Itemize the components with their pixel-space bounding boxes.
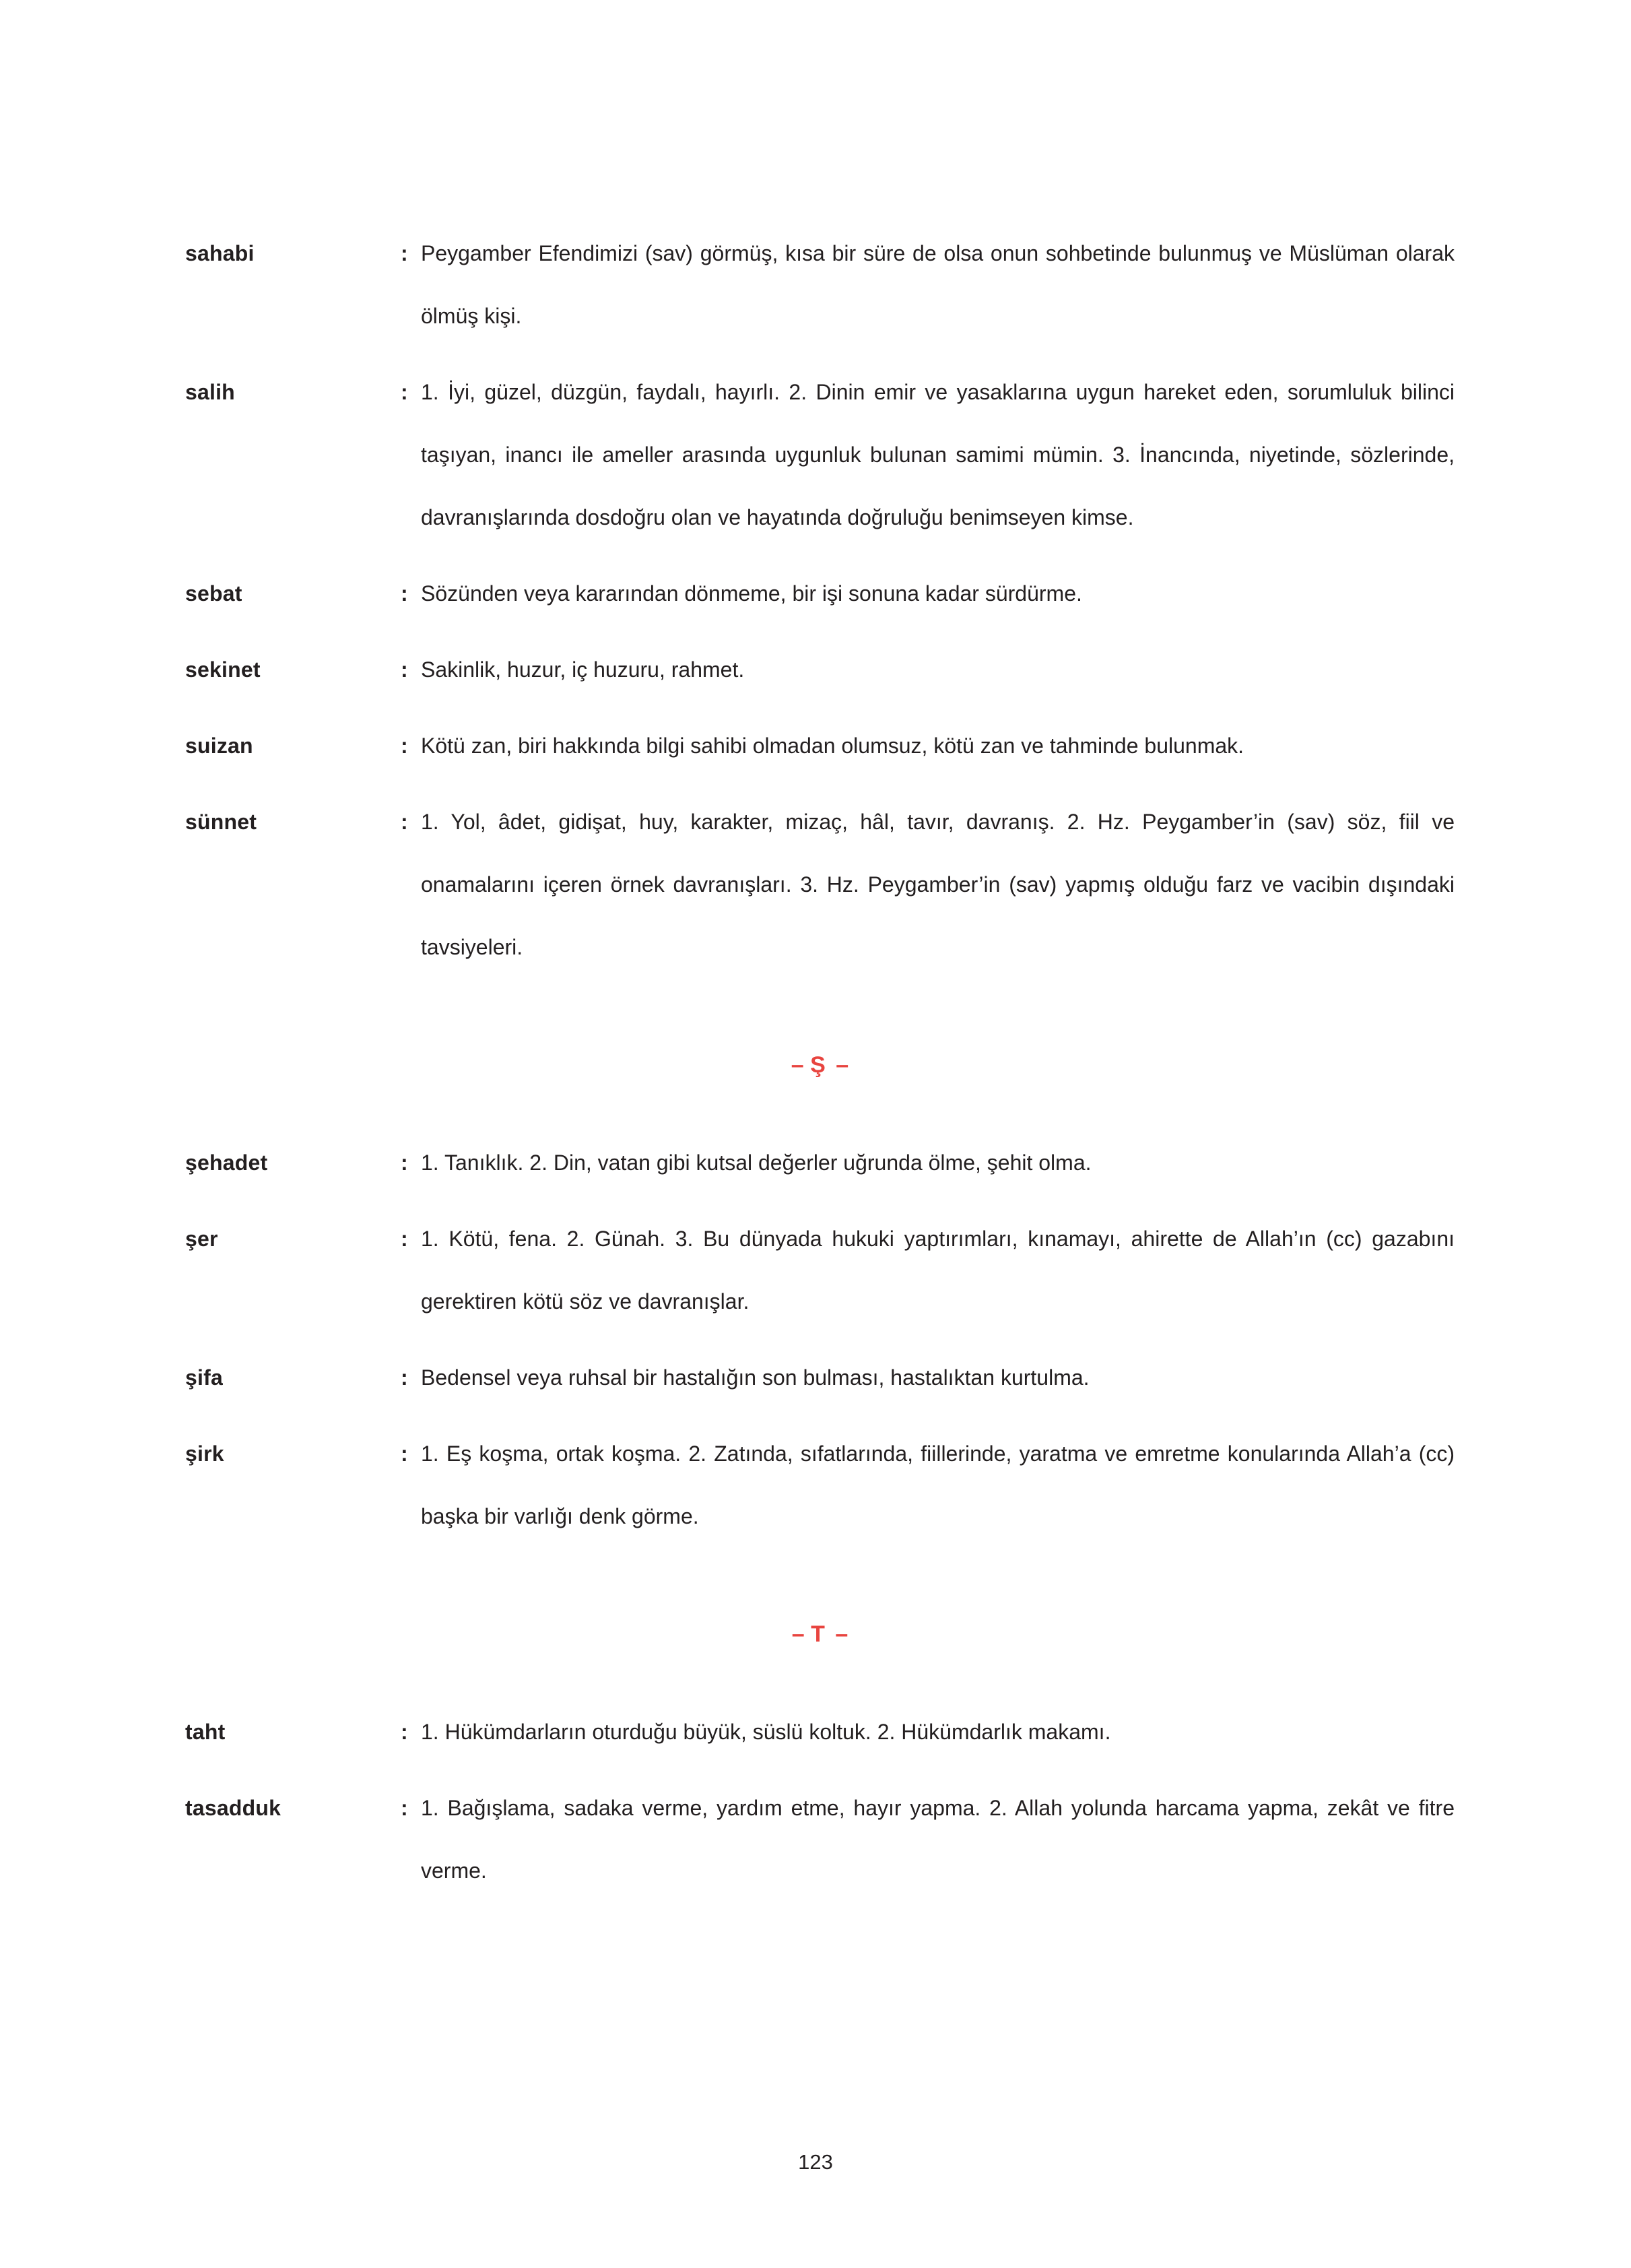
letter-divider-t [185,1603,1455,1666]
glossary-definition: 1. Hükümdarların oturduğu büyük, süslü koltuk. 2. Hükümdarlık makamı. [421,1720,1111,1744]
glossary-entry [185,1701,1455,1763]
glossary-entry [185,1777,1455,1902]
glossary-content [185,222,1455,1916]
glossary-entry [185,1132,1455,1194]
glossary-term: taht [185,1720,226,1744]
glossary-definition: 1. Yol, âdet, gidişat, huy, karakter, mizaç, hâl, tavır, davranış. 2. Hz. Peygamber’in (sav) söz, fiil ve onamalarını içeren örnek davranışları. 3. Hz. Peygamber’in (sav) yapmış olduğu farz ve vacibin dışındaki tavsiyeleri. [421,810,1455,959]
glossary-entry [185,562,1455,625]
divider-letter: T [811,1621,829,1647]
glossary-entry [185,1347,1455,1409]
glossary-term: salih [185,380,235,404]
glossary-term: şifa [185,1365,223,1390]
glossary-term: suizan [185,734,253,758]
glossary-colon: : [401,1796,408,1820]
glossary-term: tasadduk [185,1796,281,1820]
glossary-definition: 1. Eş koşma, ortak koşma. 2. Zatında, sıfatlarında, fiillerinde, yaratma ve emretme konularında Allah’a (cc) başka bir varlığı denk görme. [421,1441,1455,1528]
divider-dash-right: – [828,1621,848,1647]
letter-divider-ş [185,1034,1455,1097]
glossary-entry [185,639,1455,701]
glossary-colon: : [401,1227,408,1251]
glossary-entry [185,791,1455,979]
glossary-entry [185,715,1455,777]
glossary-term: sebat [185,581,242,606]
glossary-colon: : [401,380,408,404]
divider-dash-right: – [829,1052,849,1078]
glossary-definition: Bedensel veya ruhsal bir hastalığın son bulması, hastalıktan kurtulma. [421,1365,1090,1390]
glossary-colon: : [401,1720,408,1744]
glossary-entry [185,222,1455,348]
glossary-colon: : [401,1441,408,1466]
glossary-colon: : [401,1365,408,1390]
glossary-term: şehadet [185,1151,268,1175]
page-number: 123 [798,2150,833,2174]
glossary-colon: : [401,581,408,606]
glossary-term: şirk [185,1441,224,1466]
glossary-colon: : [401,1151,408,1175]
glossary-entry [185,361,1455,549]
glossary-term: şer [185,1227,218,1251]
glossary-definition: 1. Bağışlama, sadaka verme, yardım etme, hayır yapma. 2. Allah yolunda harcama yapma, zekât ve fitre verme. [421,1796,1455,1883]
glossary-entry [185,1423,1455,1548]
glossary-term: sekinet [185,657,261,682]
glossary-definition: 1. Kötü, fena. 2. Günah. 3. Bu dünyada hukuki yaptırımları, kınamayı, ahirette de Allah’ın (cc) gazabını gerektiren kötü söz ve davranışlar. [421,1227,1455,1314]
glossary-term: sünnet [185,810,257,834]
divider-dash-left: – [791,1621,811,1647]
glossary-term: sahabi [185,241,255,265]
divider-dash-left: – [791,1052,811,1078]
glossary-definition: 1. Tanıklık. 2. Din, vatan gibi kutsal değerler uğrunda ölme, şehit olma. [421,1151,1092,1175]
glossary-definition: Peygamber Efendimizi (sav) görmüş, kısa bir süre de olsa onun sohbetinde bulunmuş ve Müslüman olarak ölmüş kişi. [421,241,1455,328]
glossary-definition: 1. İyi, güzel, düzgün, faydalı, hayırlı. 2. Dinin emir ve yasaklarına uygun hareket eden, sorumluluk bilinci taşıyan, inancı ile ameller arasında uygunluk bulunan samimi mümin. 3. İnancında, niyetinde, sözlerinde, davranışlarında dosdoğru olan ve hayatında doğruluğu benimseyen kimse. [421,380,1455,529]
divider-letter: Ş [810,1052,830,1078]
glossary-colon: : [401,657,408,682]
glossary-colon: : [401,734,408,758]
glossary-definition: Sakinlik, huzur, iç huzuru, rahmet. [421,657,745,682]
glossary-colon: : [401,810,408,834]
glossary-definition: Kötü zan, biri hakkında bilgi sahibi olmadan olumsuz, kötü zan ve tahminde bulunmak. [421,734,1244,758]
glossary-colon: : [401,241,408,265]
glossary-entry [185,1208,1455,1333]
glossary-definition: Sözünden veya kararından dönmeme, bir işi sonuna kadar sürdürme. [421,581,1082,606]
